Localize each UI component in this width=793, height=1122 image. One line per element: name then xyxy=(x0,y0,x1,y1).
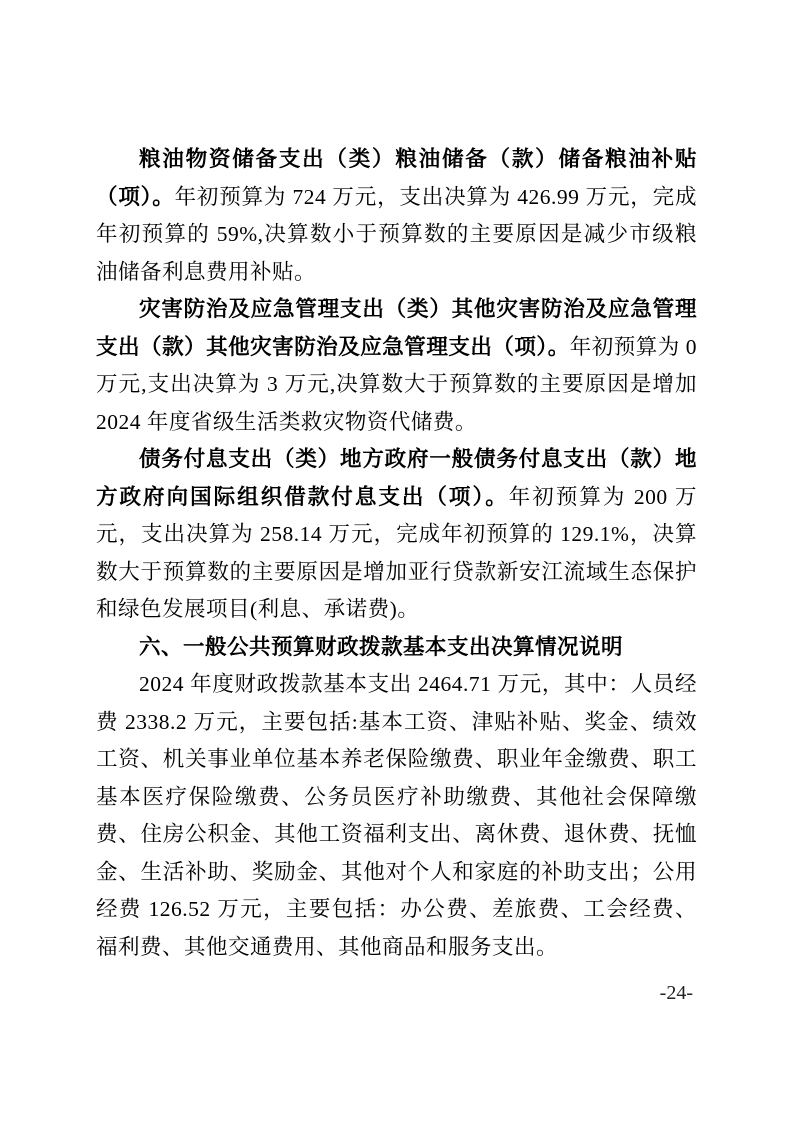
page-number: -24- xyxy=(659,982,693,1004)
paragraph-body-text: 2024 年度财政拨款基本支出 2464.71 万元，其中：人员经费 2338.2 万元，主要包括:基本工资、津贴补贴、奖金、绩效工资、机关事业单位基本养老保险缴费、职业年金缴费、职工基本医疗保险缴费、公务员医疗补助缴费、其他社会保障缴费、住房公积金、其他工资福利支出、离休费、退休费、抚恤金、生活补助、奖励金、其他对个人和家庭的补助支出；公用经费 126.52 万元，主要包括：办公费、差旅费、工会经费、福利费、其他交通费用、其他商品和服务支出。 xyxy=(96,672,697,959)
paragraph-bold-lead: 灾害防治及应急管理支出（类）其他灾害防治及应急管理支出（款）其他灾害防治及应急管理支出（项）。 xyxy=(96,297,697,359)
paragraph-bold-lead: 债务付息支出（类）地方政府一般债务付息支出（款）地方政府向国际组织借款付息支出（项）。 xyxy=(96,447,697,509)
section-heading: 六、一般公共预算财政拨款基本支出决算情况说明 xyxy=(139,634,624,659)
paragraph-bold-lead: 粮油物资储备支出（类）粮油储备（款）储备粮油补贴（项）。 xyxy=(96,147,697,209)
paragraph-body-text: 年初预算为 0 万元,支出决算为 3 万元,决算数大于预算数的主要原因是增加 2024 年度省级生活类救灾物资代储费。 xyxy=(96,334,697,434)
budget-paragraph-disaster-management xyxy=(96,291,697,441)
paragraph-body-text: 年初预算为 200 万元，支出决算为 258.14 万元，完成年初预算的 129.1%，决算数大于预算数的主要原因是增加亚行贷款新安江流域生态保护和绿色发展项目(利息、承诺费)。 xyxy=(96,484,697,621)
basic-expenditure-paragraph xyxy=(96,666,697,966)
paragraph-body-text: 年初预算为 724 万元，支出决算为 426.99 万元，完成年初预算的 59%,决算数小于预算数的主要原因是减少市级粮油储备利息费用补贴。 xyxy=(96,184,697,284)
budget-paragraph-grain-reserve xyxy=(96,141,697,291)
budget-paragraph-debt-interest xyxy=(96,441,697,629)
document-body xyxy=(96,141,697,966)
